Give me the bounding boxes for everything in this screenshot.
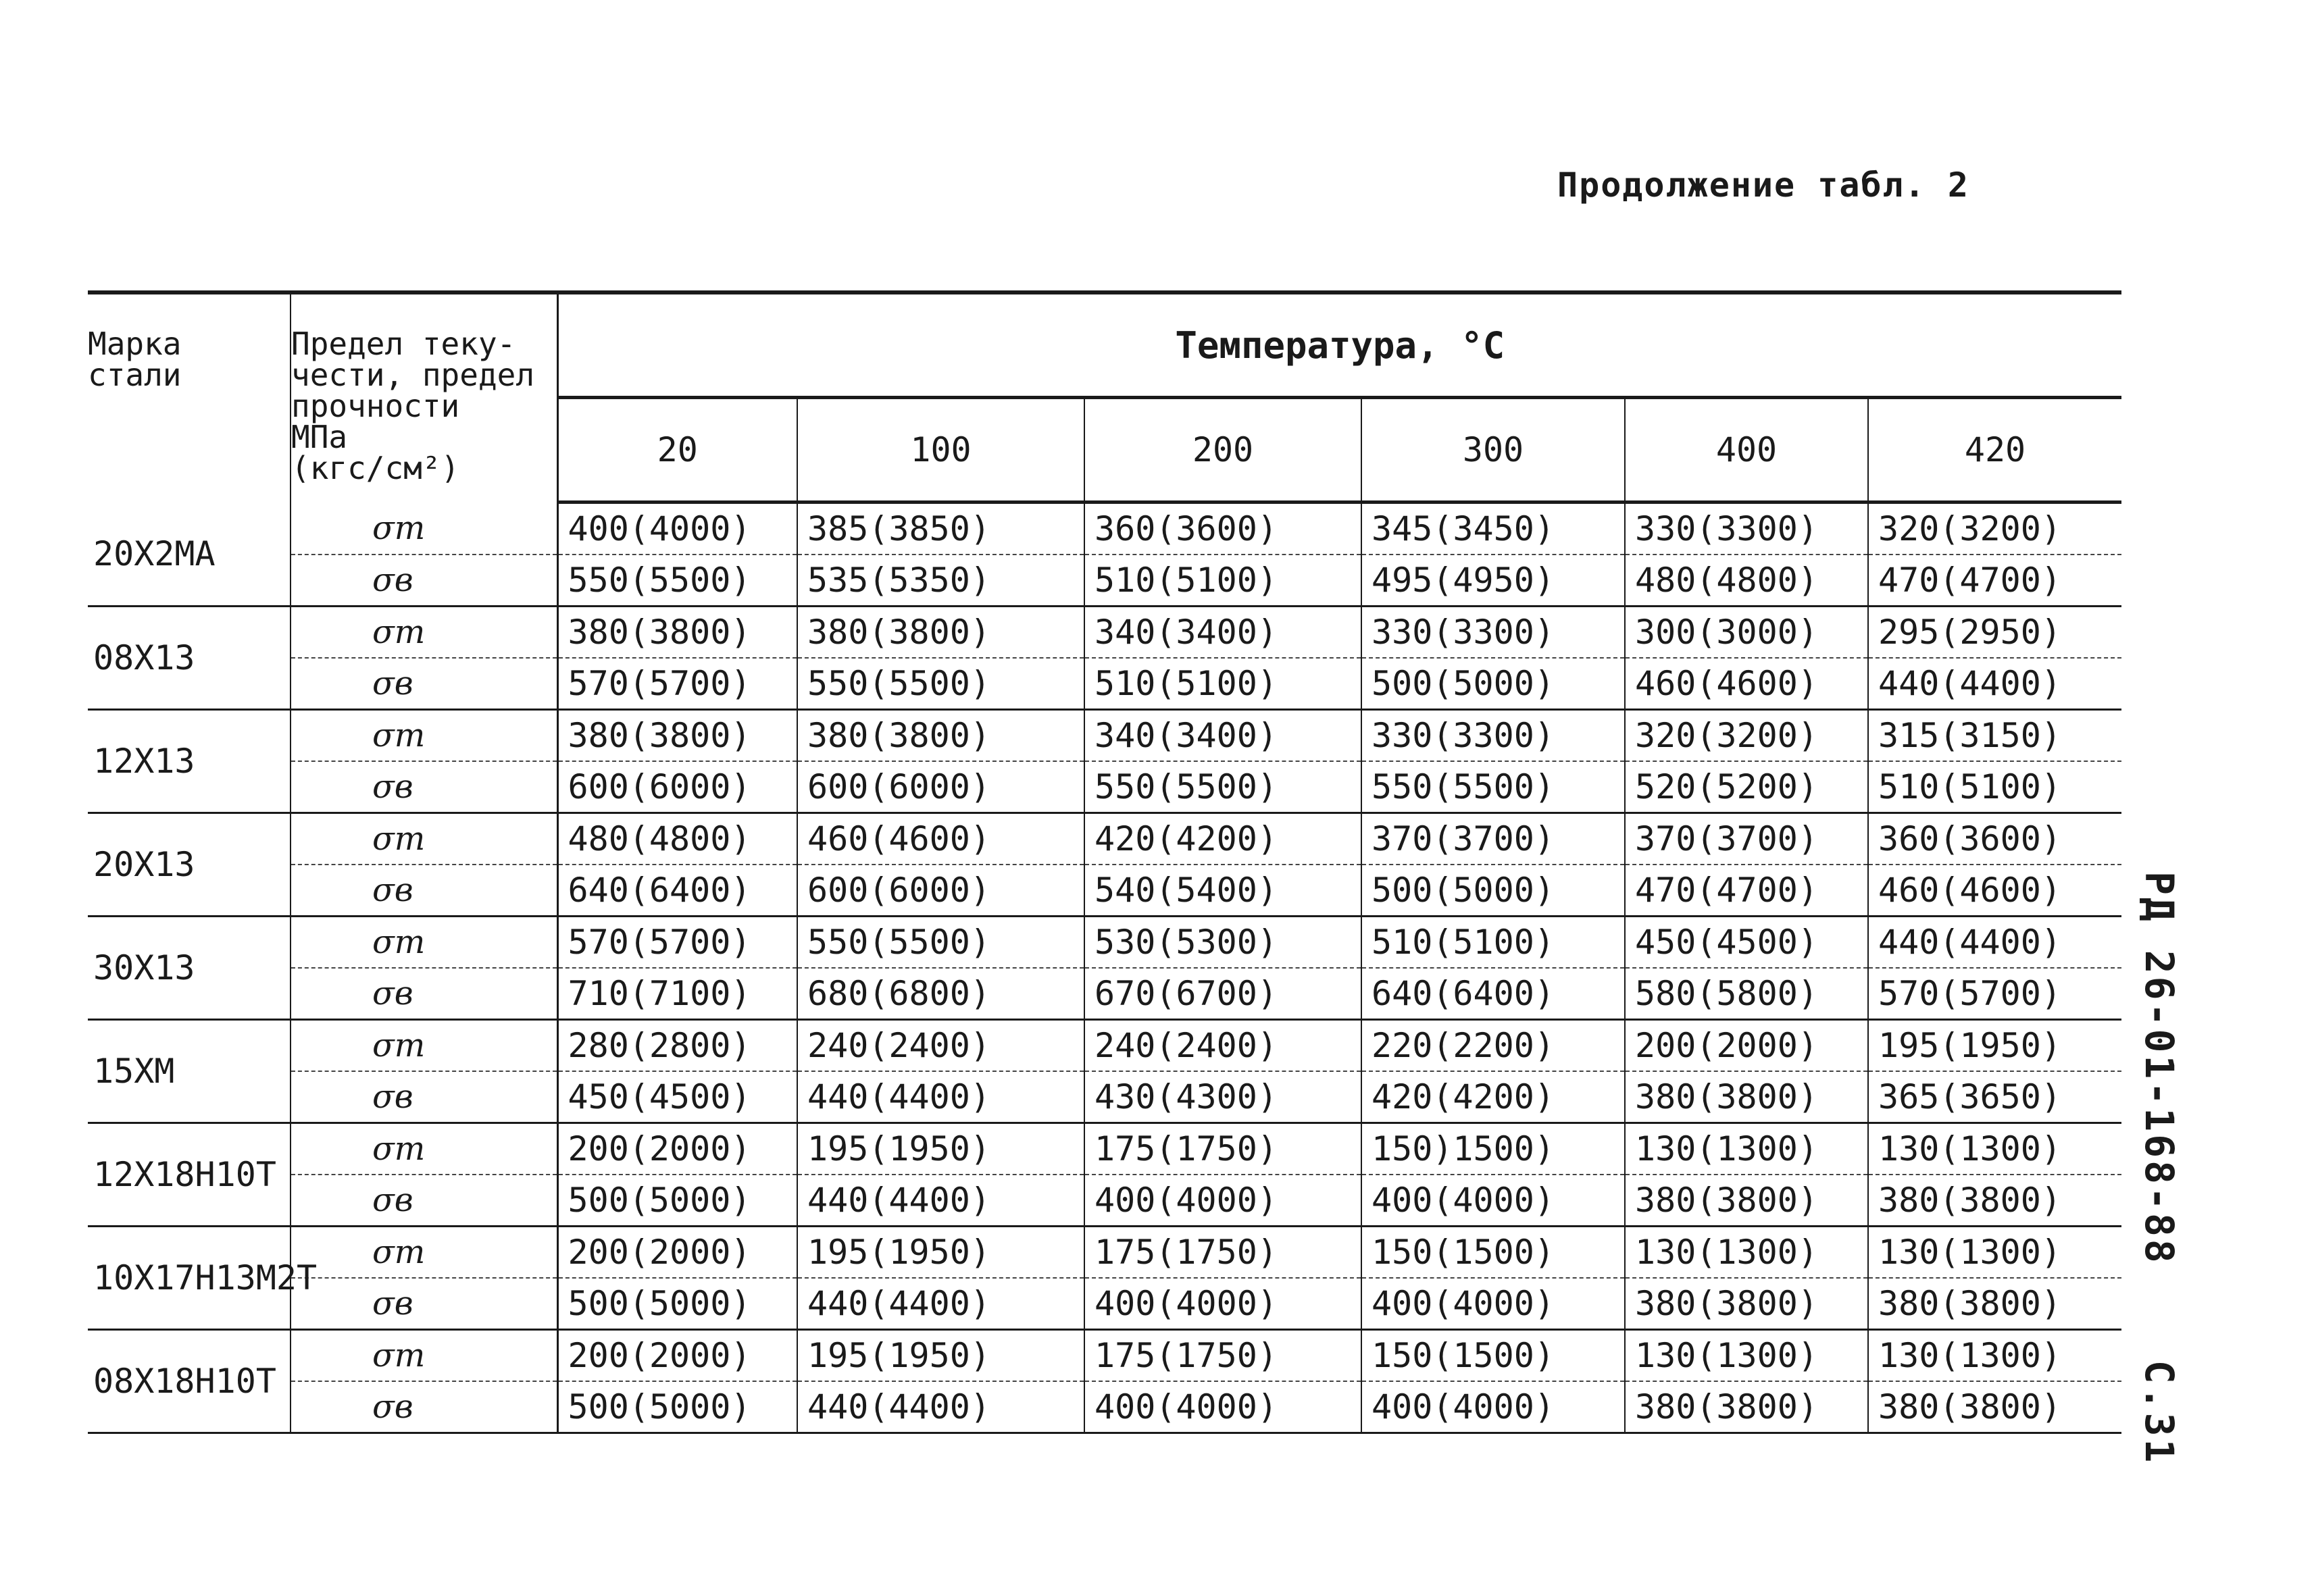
- header-temperature-label: Температура,: [1175, 324, 1439, 367]
- table-row: [88, 1278, 2121, 1330]
- value-cell-t200: 400(4000): [1084, 1175, 1361, 1227]
- table-row: [88, 555, 2121, 607]
- value-cell-t100: 440(4400): [797, 1175, 1084, 1227]
- value-cell-t420: 460(4600): [1868, 865, 2121, 917]
- value-cell-t100: 440(4400): [797, 1071, 1084, 1123]
- value-cell-t400: 380(3800): [1625, 1278, 1868, 1330]
- value-cell-t420: 195(1950): [1868, 1020, 2121, 1072]
- yield-strength-symbol: σт: [291, 710, 557, 762]
- value-cell-t300: 220(2200): [1361, 1020, 1625, 1072]
- value-cell-t20: 640(6400): [557, 865, 797, 917]
- tensile-strength-symbol: σв: [291, 865, 557, 917]
- document-code: [2136, 871, 2182, 1465]
- header-property-line-1: Предел теку-: [291, 326, 516, 362]
- document-number: РД 26-01-168-88: [2136, 871, 2182, 1266]
- value-cell-t420: 440(4400): [1868, 658, 2121, 710]
- tensile-strength-symbol: σв: [291, 761, 557, 813]
- table-row: [88, 1071, 2121, 1123]
- table-row: [88, 1227, 2121, 1279]
- header-temperature: [557, 292, 2121, 398]
- value-cell-t200: 175(1750): [1084, 1330, 1361, 1382]
- table-row: [88, 1020, 2121, 1072]
- table-row: [88, 1123, 2121, 1175]
- value-cell-t420: 380(3800): [1868, 1381, 2121, 1433]
- table-row: [88, 1330, 2121, 1382]
- value-cell-t100: 550(5500): [797, 917, 1084, 969]
- table-caption: Продолжение табл. 2: [1557, 165, 1969, 205]
- table-row: [88, 607, 2121, 659]
- steel-grade-cell: 08Х18Н10Т: [88, 1330, 291, 1433]
- value-cell-t400: 380(3800): [1625, 1381, 1868, 1433]
- value-cell-t200: 240(2400): [1084, 1020, 1361, 1072]
- value-cell-t20: 710(7100): [557, 968, 797, 1020]
- value-cell-t20: 450(4500): [557, 1071, 797, 1123]
- value-cell-t200: 175(1750): [1084, 1227, 1361, 1279]
- header-temperature-unit: °С: [1461, 324, 1505, 367]
- value-cell-t300: 550(5500): [1361, 761, 1625, 813]
- header-temp-300: 300: [1361, 398, 1625, 503]
- steel-grade-cell: 20Х13: [88, 813, 291, 917]
- header-temp-20: 20: [557, 398, 797, 503]
- value-cell-t420: 315(3150): [1868, 710, 2121, 762]
- value-cell-t400: 450(4500): [1625, 917, 1868, 969]
- value-cell-t200: 400(4000): [1084, 1278, 1361, 1330]
- value-cell-t20: 200(2000): [557, 1227, 797, 1279]
- value-cell-t20: 550(5500): [557, 555, 797, 607]
- value-cell-t420: 130(1300): [1868, 1227, 2121, 1279]
- value-cell-t20: 500(5000): [557, 1175, 797, 1227]
- value-cell-t400: 300(3000): [1625, 607, 1868, 659]
- value-cell-t300: 400(4000): [1361, 1381, 1625, 1433]
- steel-grade-cell: 12Х18Н10Т: [88, 1123, 291, 1227]
- value-cell-t200: 430(4300): [1084, 1071, 1361, 1123]
- properties-table-container: [88, 290, 2121, 1434]
- value-cell-t400: 130(1300): [1625, 1330, 1868, 1382]
- table-body: [88, 503, 2121, 1433]
- value-cell-t200: 510(5100): [1084, 555, 1361, 607]
- value-cell-t200: 340(3400): [1084, 710, 1361, 762]
- value-cell-t400: 320(3200): [1625, 710, 1868, 762]
- value-cell-t400: 330(3300): [1625, 503, 1868, 555]
- steel-grade-cell: 08Х13: [88, 607, 291, 710]
- value-cell-t20: 200(2000): [557, 1123, 797, 1175]
- value-cell-t420: 380(3800): [1868, 1278, 2121, 1330]
- steel-grade-cell: 12Х13: [88, 710, 291, 813]
- steel-grade-cell: 20Х2МА: [88, 503, 291, 607]
- value-cell-t100: 440(4400): [797, 1278, 1084, 1330]
- table-row: [88, 865, 2121, 917]
- table-row: [88, 1175, 2121, 1227]
- yield-strength-symbol: σт: [291, 607, 557, 659]
- value-cell-t200: 670(6700): [1084, 968, 1361, 1020]
- value-cell-t20: 600(6000): [557, 761, 797, 813]
- value-cell-t300: 330(3300): [1361, 607, 1625, 659]
- value-cell-t100: 385(3850): [797, 503, 1084, 555]
- header-property-line-4: МПа: [291, 419, 348, 455]
- value-cell-t420: 365(3650): [1868, 1071, 2121, 1123]
- value-cell-t300: 495(4950): [1361, 555, 1625, 607]
- value-cell-t300: 400(4000): [1361, 1278, 1625, 1330]
- yield-strength-symbol: σт: [291, 1227, 557, 1279]
- value-cell-t400: 580(5800): [1625, 968, 1868, 1020]
- value-cell-t20: 380(3800): [557, 710, 797, 762]
- value-cell-t100: 680(6800): [797, 968, 1084, 1020]
- value-cell-t100: 195(1950): [797, 1123, 1084, 1175]
- tensile-strength-symbol: σв: [291, 555, 557, 607]
- value-cell-t100: 380(3800): [797, 607, 1084, 659]
- value-cell-t400: 130(1300): [1625, 1227, 1868, 1279]
- steel-grade-cell: 10Х17Н13М2Т: [88, 1227, 291, 1330]
- properties-table: [88, 290, 2121, 1434]
- value-cell-t20: 500(5000): [557, 1381, 797, 1433]
- tensile-strength-symbol: σв: [291, 1175, 557, 1227]
- table-row: [88, 710, 2121, 762]
- header-temp-100: 100: [797, 398, 1084, 503]
- value-cell-t200: 420(4200): [1084, 813, 1361, 865]
- yield-strength-symbol: σт: [291, 1123, 557, 1175]
- value-cell-t420: 295(2950): [1868, 607, 2121, 659]
- value-cell-t100: 600(6000): [797, 865, 1084, 917]
- value-cell-t300: 150)1500): [1361, 1123, 1625, 1175]
- value-cell-t300: 500(5000): [1361, 658, 1625, 710]
- value-cell-t20: 380(3800): [557, 607, 797, 659]
- value-cell-t420: 380(3800): [1868, 1175, 2121, 1227]
- value-cell-t420: 130(1300): [1868, 1330, 2121, 1382]
- page-number: С.31: [2136, 1360, 2182, 1466]
- value-cell-t300: 150(1500): [1361, 1227, 1625, 1279]
- value-cell-t300: 330(3300): [1361, 710, 1625, 762]
- value-cell-t300: 345(3450): [1361, 503, 1625, 555]
- header-temp-400: 400: [1625, 398, 1868, 503]
- value-cell-t300: 150(1500): [1361, 1330, 1625, 1382]
- table-row: [88, 761, 2121, 813]
- value-cell-t200: 400(4000): [1084, 1381, 1361, 1433]
- value-cell-t400: 480(4800): [1625, 555, 1868, 607]
- yield-strength-symbol: σт: [291, 813, 557, 865]
- value-cell-t200: 550(5500): [1084, 761, 1361, 813]
- yield-strength-symbol: σт: [291, 1020, 557, 1072]
- value-cell-t420: 440(4400): [1868, 917, 2121, 969]
- header-property-line-3: прочности: [291, 388, 460, 424]
- header-temp-420: 420: [1868, 398, 2121, 503]
- value-cell-t420: 360(3600): [1868, 813, 2121, 865]
- value-cell-t100: 195(1950): [797, 1227, 1084, 1279]
- value-cell-t400: 470(4700): [1625, 865, 1868, 917]
- value-cell-t400: 200(2000): [1625, 1020, 1868, 1072]
- tensile-strength-symbol: σв: [291, 968, 557, 1020]
- value-cell-t300: 370(3700): [1361, 813, 1625, 865]
- value-cell-t200: 530(5300): [1084, 917, 1361, 969]
- value-cell-t300: 400(4000): [1361, 1175, 1625, 1227]
- value-cell-t420: 320(3200): [1868, 503, 2121, 555]
- yield-strength-symbol: σт: [291, 503, 557, 555]
- value-cell-t300: 500(5000): [1361, 865, 1625, 917]
- value-cell-t100: 380(3800): [797, 710, 1084, 762]
- value-cell-t200: 510(5100): [1084, 658, 1361, 710]
- value-cell-t300: 420(4200): [1361, 1071, 1625, 1123]
- value-cell-t200: 540(5400): [1084, 865, 1361, 917]
- value-cell-t100: 440(4400): [797, 1381, 1084, 1433]
- header-property-line-2: чести, предел: [291, 357, 535, 393]
- value-cell-t20: 280(2800): [557, 1020, 797, 1072]
- value-cell-t300: 510(5100): [1361, 917, 1625, 969]
- value-cell-t100: 550(5500): [797, 658, 1084, 710]
- value-cell-t100: 195(1950): [797, 1330, 1084, 1382]
- value-cell-t400: 460(4600): [1625, 658, 1868, 710]
- table-row: [88, 968, 2121, 1020]
- header-grade: [88, 292, 291, 503]
- tensile-strength-symbol: σв: [291, 1278, 557, 1330]
- value-cell-t20: 570(5700): [557, 917, 797, 969]
- value-cell-t400: 380(3800): [1625, 1175, 1868, 1227]
- tensile-strength-symbol: σв: [291, 1381, 557, 1433]
- value-cell-t420: 570(5700): [1868, 968, 2121, 1020]
- value-cell-t20: 200(2000): [557, 1330, 797, 1382]
- tensile-strength-symbol: σв: [291, 1071, 557, 1123]
- header-temp-200: 200: [1084, 398, 1361, 503]
- value-cell-t200: 340(3400): [1084, 607, 1361, 659]
- yield-strength-symbol: σт: [291, 917, 557, 969]
- value-cell-t400: 380(3800): [1625, 1071, 1868, 1123]
- value-cell-t20: 400(4000): [557, 503, 797, 555]
- yield-strength-symbol: σт: [291, 1330, 557, 1382]
- table-row: [88, 917, 2121, 969]
- table-row: [88, 503, 2121, 555]
- steel-grade-cell: 30Х13: [88, 917, 291, 1020]
- value-cell-t20: 480(4800): [557, 813, 797, 865]
- value-cell-t100: 535(5350): [797, 555, 1084, 607]
- value-cell-t200: 360(3600): [1084, 503, 1361, 555]
- header-grade-line-1: Марка: [88, 326, 182, 362]
- table-row: [88, 1381, 2121, 1433]
- header-property-line-5: (кгс/см²): [291, 450, 460, 486]
- table-row: [88, 813, 2121, 865]
- value-cell-t400: 370(3700): [1625, 813, 1868, 865]
- header-property: [291, 292, 557, 503]
- tensile-strength-symbol: σв: [291, 658, 557, 710]
- value-cell-t300: 640(6400): [1361, 968, 1625, 1020]
- value-cell-t420: 130(1300): [1868, 1123, 2121, 1175]
- value-cell-t20: 570(5700): [557, 658, 797, 710]
- value-cell-t400: 520(5200): [1625, 761, 1868, 813]
- value-cell-t420: 470(4700): [1868, 555, 2121, 607]
- value-cell-t100: 600(6000): [797, 761, 1084, 813]
- value-cell-t200: 175(1750): [1084, 1123, 1361, 1175]
- value-cell-t100: 460(4600): [797, 813, 1084, 865]
- value-cell-t20: 500(5000): [557, 1278, 797, 1330]
- steel-grade-cell: 15ХМ: [88, 1020, 291, 1123]
- header-grade-line-2: стали: [88, 357, 182, 393]
- table-row: [88, 658, 2121, 710]
- value-cell-t400: 130(1300): [1625, 1123, 1868, 1175]
- value-cell-t100: 240(2400): [797, 1020, 1084, 1072]
- value-cell-t420: 510(5100): [1868, 761, 2121, 813]
